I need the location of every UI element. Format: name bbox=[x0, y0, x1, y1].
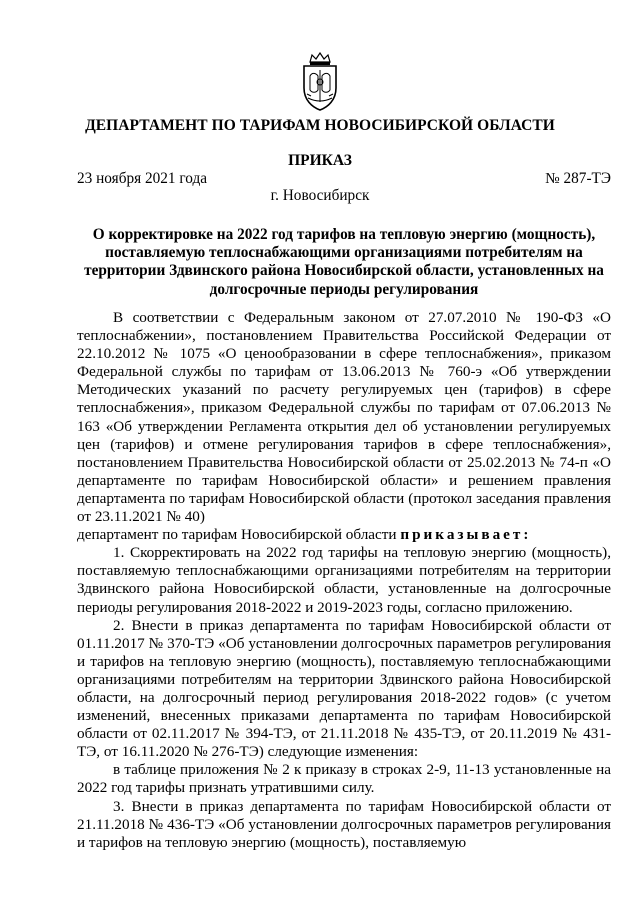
order-number: № 287-ТЭ bbox=[545, 170, 611, 187]
order-subject: О корректировке на 2022 год тарифов на тепловую энергию (мощность), поставляемую теплоснабжающими организациями потребителям на территории Здвинского района Новосибирской области, установленных на долгосрочные периоды регулирования bbox=[84, 226, 604, 298]
item-3-paragraph: 3. Внести в приказ департамента по тарифам Новосибирской области от 21.11.2018 № 436-ТЭ «Об установлении долгосрочных параметров регулирования и тарифов на тепловую энергию (мощность), поставляемую bbox=[77, 797, 611, 851]
order-title: ПРИКАЗ bbox=[288, 152, 352, 169]
department-name: ДЕПАРТАМЕНТ ПО ТАРИФАМ НОВОСИБИРСКОЙ ОБЛАСТИ bbox=[85, 117, 555, 134]
order-body bbox=[77, 309, 611, 852]
item-1-paragraph: 1. Скорректировать на 2022 год тарифы на тепловую энергию (мощность), поставляемую теплоснабжающими организациями потребителям на территории Здвинского района Новосибирской области, установленные на долгосрочные периоды регулирования 2018-2022 и 2019-2023 годы, согласно приложению. bbox=[77, 544, 611, 616]
orders-lead: департамент по тарифам Новосибирской области bbox=[77, 526, 397, 544]
orders-line bbox=[77, 526, 611, 544]
item-2-paragraph: 2. Внести в приказ департамента по тарифам Новосибирской области от 01.11.2017 № 370-ТЭ «Об установлении долгосрочных параметров регулирования и тарифов на тепловую энергию (мощность), поставляемую теплоснабжающими организациями потребителям на территории Здвинского района Новосибирской области, на долгосрочный период регулирования 2018-2022 годов» (с учетом изменений, внесенных приказами департамента по тарифам Новосибирской области от 02.11.2017 № 394-ТЭ, от 21.11.2018 № 435-ТЭ, от 20.11.2019 № 431-ТЭ, от 16.11.2020 № 276-ТЭ) следующие изменения: bbox=[77, 616, 611, 761]
order-date: 23 ноября 2021 года bbox=[77, 170, 208, 187]
coat-of-arms-emblem bbox=[296, 52, 344, 112]
orders-word: приказывает: bbox=[400, 526, 532, 544]
item-2-subparagraph: в таблице приложения № 2 к приказу в строках 2-9, 11-13 установленные на 2022 год тарифы признать утратившими силу. bbox=[77, 761, 611, 797]
order-city: г. Новосибирск bbox=[270, 187, 370, 204]
preamble-paragraph: В соответствии с Федеральным законом от 27.07.2010 № 190-ФЗ «О теплоснабжении», постановлением Правительства Российской Федерации от 22.10.2012 № 1075 «О ценообразовании в сфере теплоснабжения», приказом Федеральной службы по тарифам от 13.06.2013 № 760-э «Об утверждении Методических указаний по расчету регулируемых цен (тарифов) в сфере теплоснабжения», приказом Федеральной службы по тарифам от 07.06.2013 № 163 «Об утверждении Регламента открытия дел об установлении регулируемых цен (тарифов) и отмене регулирования тарифов в сфере теплоснабжения», постановлением Правительства Новосибирской области от 25.02.2013 № 74-п «О департаменте по тарифам Новосибирской области» и решением правления департамента по тарифам Новосибирской области (протокол заседания правления от 23.11.2021 № 40) bbox=[77, 309, 611, 526]
